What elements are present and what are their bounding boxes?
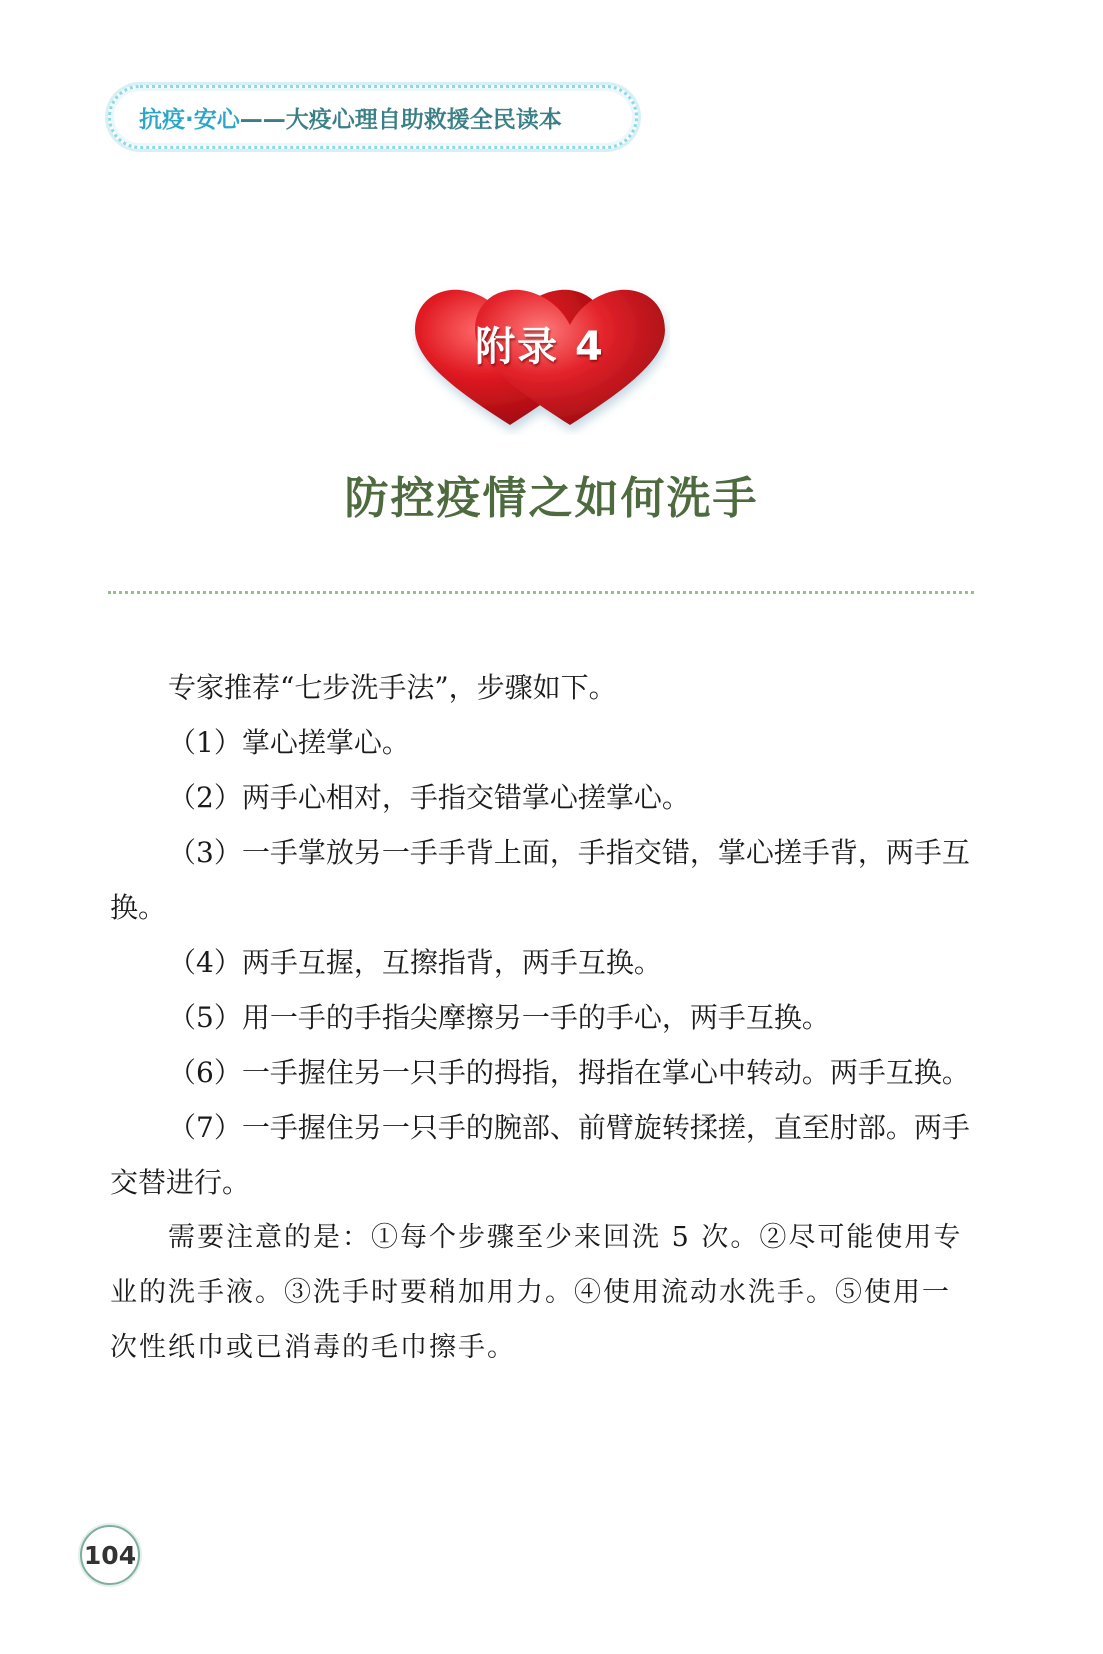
step-7: （7）一手握住另一只手的腕部、前臂旋转揉搓，直至肘部。两手交替进行。 bbox=[110, 1111, 970, 1199]
step-1: （1）掌心搓掌心。 bbox=[168, 726, 410, 759]
step-3: （3）一手掌放另一手手背上面，手指交错，掌心搓手背，两手互换。 bbox=[110, 836, 970, 924]
body-text bbox=[110, 660, 972, 1375]
section-divider bbox=[108, 591, 974, 594]
appendix-label: 附录 4 bbox=[475, 324, 605, 370]
header-book-title: ——大疫心理自助救援全民读本 bbox=[239, 106, 562, 133]
chapter-title: 防控疫情之如何洗手 bbox=[344, 473, 759, 524]
appendix-badge bbox=[410, 285, 670, 435]
step-5: （5）用一手的手指尖摩擦另一手的手心，两手互换。 bbox=[168, 1001, 830, 1034]
running-header bbox=[108, 85, 638, 149]
page-number: 104 bbox=[80, 1525, 140, 1585]
note-paragraph: 需要注意的是：①每个步骤至少来回洗 5 次。②尽可能使用专业的洗手液。③洗手时要稍加用力。④使用流动水洗手。⑤使用一次性纸巾或已消毒的毛巾擦手。 bbox=[110, 1222, 963, 1363]
header-book-series: 抗疫·安心 bbox=[139, 106, 240, 133]
step-2: （2）两手心相对，手指交错掌心搓掌心。 bbox=[168, 781, 690, 814]
step-6: （6）一手握住另一只手的拇指，拇指在掌心中转动。两手互换。 bbox=[168, 1056, 970, 1089]
intro-paragraph: 专家推荐“七步洗手法”，步骤如下。 bbox=[168, 671, 617, 704]
step-4: （4）两手互握，互擦指背，两手互换。 bbox=[168, 946, 662, 979]
